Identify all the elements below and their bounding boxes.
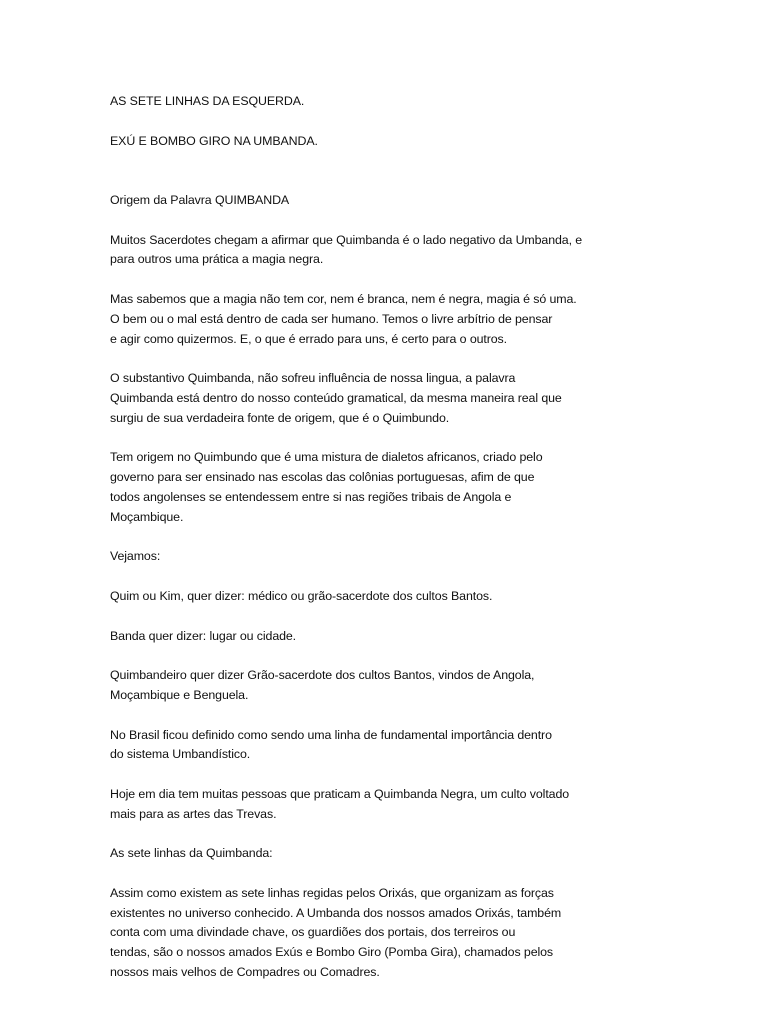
document-subtitle (110, 132, 650, 152)
text-line: para outros uma prática a magia negra. (110, 252, 324, 267)
text-line: Vejamos: (110, 549, 161, 564)
text-line: Muitos Sacerdotes chegam a afirmar que Quimbanda é o lado negativo da Umbanda, e (110, 232, 583, 247)
text-line: Quim ou Kim, quer dizer: médico ou grão-sacerdote dos cultos Bantos. (110, 588, 493, 603)
paragraph (110, 448, 650, 527)
text-line: Quimbanda está dentro do nosso conteúdo gramatical, da mesma maneira real que (110, 390, 562, 405)
paragraph (110, 627, 650, 647)
text-line: Banda quer dizer: lugar ou cidade. (110, 628, 297, 643)
paragraph (110, 587, 650, 607)
paragraph (110, 785, 650, 825)
text-line: e agir como quizermos. E, o que é errado para uns, é certo para o outros. (110, 331, 507, 346)
paragraph (110, 884, 650, 983)
text-line: conta com uma divindade chave, os guardiões dos portais, dos terreiros ou (110, 925, 516, 940)
text-line: do sistema Umbandístico. (110, 747, 251, 762)
text-line: todos angolenses se entendessem entre si nas regiões tribais de Angola e (110, 489, 512, 504)
paragraph (110, 844, 650, 864)
paragraph (110, 666, 650, 706)
text-line: existentes no universo conhecido. A Umbanda dos nossos amados Orixás, também (110, 905, 562, 920)
subtitle-line: EXÚ E BOMBO GIRO NA UMBANDA. (110, 133, 318, 148)
text-line: governo para ser ensinado nas escolas das colônias portuguesas, afim de que (110, 470, 535, 485)
text-line: Moçambique. (110, 509, 184, 524)
text-line: As sete linhas da Quimbanda: (110, 846, 273, 861)
paragraph (110, 369, 650, 428)
text-line: Moçambique e Benguela. (110, 687, 249, 702)
paragraph (110, 231, 650, 271)
text-line: Quimbandeiro quer dizer Grão-sacerdote dos cultos Bantos, vindos de Angola, (110, 668, 535, 683)
text-line: Origem da Palavra QUIMBANDA (110, 192, 290, 207)
text-line: No Brasil ficou definido como sendo uma linha de fundamental importância dentro (110, 727, 552, 742)
text-line: Assim como existem as sete linhas regidas pelos Orixás, que organizam as forças (110, 885, 554, 900)
paragraph (110, 290, 650, 349)
document-page (110, 92, 650, 1003)
text-line: nossos mais velhos de Compadres ou Comadres. (110, 965, 380, 980)
paragraph (110, 726, 650, 766)
text-line: Mas sabemos que a magia não tem cor, nem é branca, nem é negra, magia é só uma. (110, 291, 577, 306)
title-line: AS SETE LINHAS DA ESQUERDA. (110, 94, 305, 108)
text-line: mais para as artes das Trevas. (110, 806, 277, 821)
text-line: surgiu de sua verdadeira fonte de origem, que é o Quimbundo. (110, 410, 450, 425)
text-line: tendas, são o nossos amados Exús e Bombo Giro (Pomba Gira), chamados pelos (110, 945, 554, 960)
text-line: O bem ou o mal está dentro de cada ser humano. Temos o livre arbítrio de pensar (110, 311, 553, 326)
paragraph-origin-heading (110, 191, 650, 211)
text-line: Hoje em dia tem muitas pessoas que praticam a Quimbanda Negra, um culto voltado (110, 786, 570, 801)
text-line: Tem origem no Quimbundo que é uma mistura de dialetos africanos, criado pelo (110, 450, 543, 465)
paragraph (110, 547, 650, 567)
document-title (110, 92, 650, 112)
text-line: O substantivo Quimbanda, não sofreu influência de nossa lingua, a palavra (110, 371, 516, 386)
